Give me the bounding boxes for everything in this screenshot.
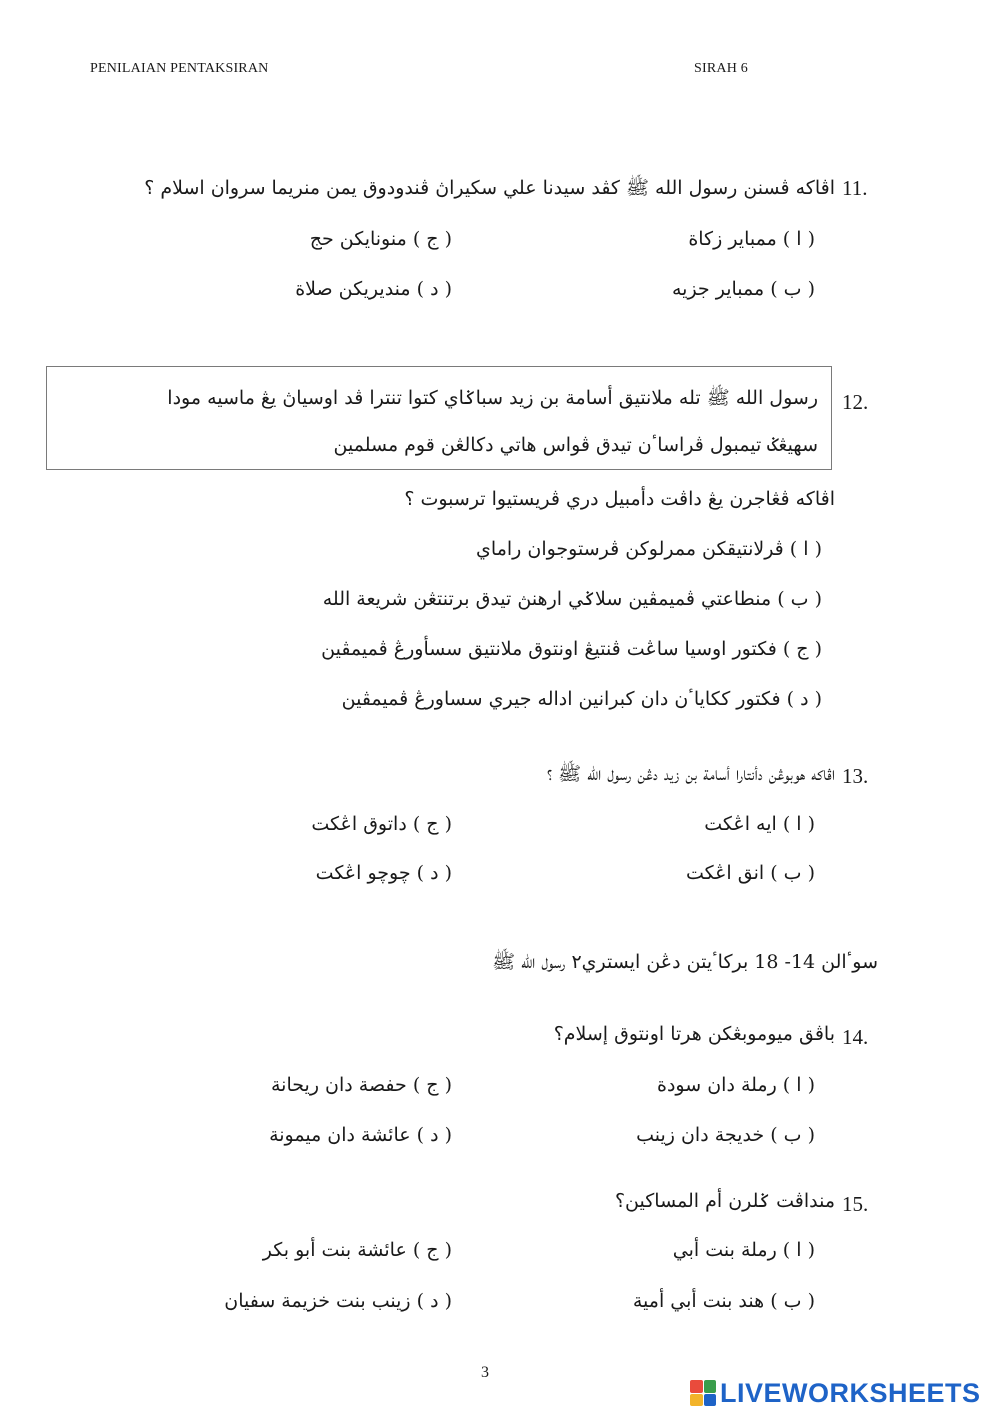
liveworksheets-logo-icon [690, 1380, 716, 1406]
question-14-option-c[interactable]: ( ج ) حفصة دان ريحانة [271, 1074, 452, 1096]
question-12-stem: اڤاكه ڤڠاجرن يڠ داڤت دأمبيل دري ڤريستيوا ترسبوت ؟ [404, 488, 835, 510]
question-11-option-d[interactable]: ( د ) منديريكن صلاة [295, 278, 452, 300]
question-11-number: 11. [842, 176, 868, 200]
question-14-option-a[interactable]: ( ا ) رملة دان سودة [657, 1074, 815, 1096]
question-12-context-line-2: سهيڠݢ تيمبول ڤراساٴن تيدق ڤواس هاتي دكالڠن قوم مسلمين [333, 434, 818, 456]
question-15-option-d[interactable]: ( د ) زينب بنت خزيمة سفيان [224, 1290, 452, 1312]
question-11-stem: اڤاكه ڤسنن رسول الله ﷺ كڤد سيدنا علي سكيراڽ ڤندودوق يمن منريما سروان اسلام ؟ [144, 177, 835, 199]
question-13-option-d[interactable]: ( د ) چوچو اڠكت [315, 862, 452, 884]
question-15-number: 15. [842, 1192, 869, 1216]
question-11-option-c[interactable]: ( ج ) منونايكن حج [309, 228, 452, 250]
question-14-option-d[interactable]: ( د ) عائشة دان ميمونة [269, 1124, 452, 1146]
header-left: PENILAIAN PENTAKSIRAN [90, 61, 269, 76]
question-15-stem: منداڤت ݢلرن أم المساكين؟ [614, 1190, 835, 1212]
liveworksheets-logo-text: LIVEWORKSHEETS [720, 1377, 981, 1408]
question-13-option-a[interactable]: ( ا ) ايه اڠكت [704, 813, 815, 835]
question-15-option-c[interactable]: ( ج ) عائشة بنت أبو بكر [262, 1239, 452, 1261]
question-13-stem: اڤاكه هوبوڠن دأنتارا أسامة بن زيد دڠن رسول الله ﷺ ؟ [546, 763, 835, 785]
page-number: 3 [481, 1364, 489, 1381]
question-14-option-b[interactable]: ( ب ) خديجة دان زينب [636, 1124, 815, 1146]
question-13-option-b[interactable]: ( ب ) انق اڠكت [685, 862, 815, 884]
question-12-option-b[interactable]: ( ب ) منطاعتي ڤميمڤين سلاݢي ارهنڽ تيدق برتنتڠن شريعة الله [322, 588, 822, 610]
question-12-option-d[interactable]: ( د ) فكتور ككاياٴن دان كبرانين اداله جيري سساورڠ ڤميمڤين [341, 688, 822, 710]
question-15-option-a[interactable]: ( ا ) رملة بنت أبي [672, 1239, 815, 1261]
question-12-number: 12. [842, 390, 869, 414]
question-12-context-line-1: رسول الله ﷺ تله ملانتيق أسامة بن زيد سباݢاي كتوا تنترا ڤد اوسياڽ يڠ ماسيه مودا [167, 387, 818, 409]
question-11-option-a[interactable]: ( ا ) ممباير زكاة [688, 228, 815, 250]
question-12-option-a[interactable]: ( ا ) ڤرلانتيقكن ممرلوكن ڤرستوجوان راماي [476, 538, 822, 560]
question-12-option-c[interactable]: ( ج ) فكتور اوسيا ساڠت ڤنتيڠ اونتوق ملانتيق سسأورڠ ڤميمڤين [321, 638, 822, 660]
question-14-stem: باڤق ميوموبڠكن هرتا اونتوق إسلام؟ [553, 1023, 835, 1045]
section-note: سوٴالن 14- 18 بركاٴيتن دڠن ايستري٢ رسول الله ﷺ [492, 951, 878, 973]
question-15-option-b[interactable]: ( ب ) هند بنت أبي أمية [632, 1290, 815, 1312]
question-14-number: 14. [842, 1025, 869, 1049]
question-11-option-b[interactable]: ( ب ) ممباير جزيه [671, 278, 815, 300]
header-right: SIRAH 6 [694, 61, 748, 76]
liveworksheets-logo [690, 1378, 981, 1408]
question-13-number: 13. [842, 764, 869, 788]
question-13-option-c[interactable]: ( ج ) داتوق اڠكت [311, 813, 452, 835]
